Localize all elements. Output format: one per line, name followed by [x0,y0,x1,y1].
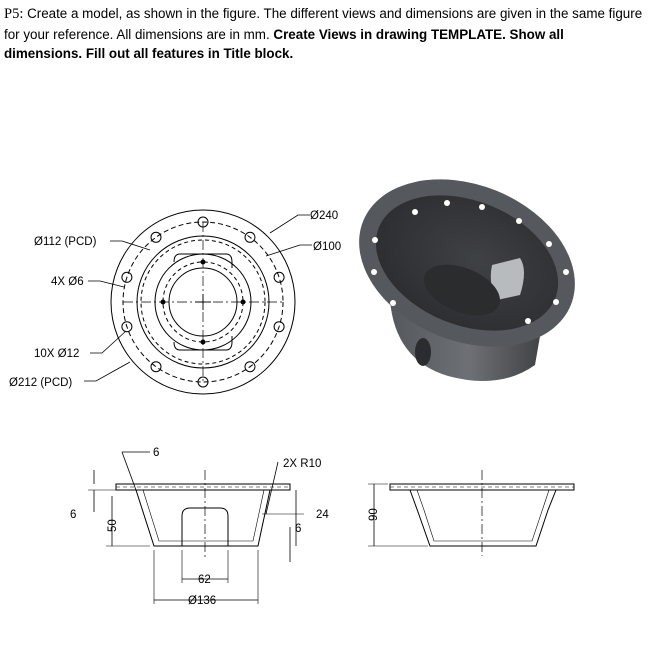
leader-pcd212 [84,362,130,381]
leader-r10 [266,462,278,514]
label-10x-12: 10X Ø12 [34,348,80,360]
problem-instructions: Create Views in drawing TEMPLATE. Show all dimensions. Fill out all features in Title block. [4,26,564,61]
cone-inner-profile [143,490,264,541]
side-cone-profile [410,490,556,546]
problem-number: P5: [4,6,24,22]
label-6-right: 6 [295,523,302,535]
label-6-left: 6 [70,509,77,521]
label-4x-6: 4X Ø6 [51,276,84,288]
problem-text: Create a model, as shown in the figure. The different views and dimensions are given in the same figure for your reference. All dimensions are in mm. [4,6,643,42]
leader-100 [266,245,312,256]
label-pcd-212: Ø212 (PCD) [9,377,73,389]
leader-240 [270,215,310,233]
label-2x-r10: 2X R10 [283,458,322,470]
label-6-top: 6 [153,447,160,459]
side-window [415,338,431,366]
label-62: 62 [198,574,211,586]
label-pcd-112: Ø112 (PCD) [34,236,97,248]
label-dia-240: Ø240 [310,210,339,222]
label-90: 90 [368,508,380,521]
label-24: 24 [316,509,329,521]
side-view [368,470,574,556]
front-view [88,452,304,604]
leader-4x6 [88,281,124,287]
side-cone-inner [417,490,549,541]
isometric-render [334,149,600,381]
cone-profile [136,490,270,546]
label-dia-100: Ø100 [313,241,342,253]
label-dia-136: Ø136 [188,595,217,607]
label-50: 50 [107,519,119,532]
top-view [84,210,312,394]
